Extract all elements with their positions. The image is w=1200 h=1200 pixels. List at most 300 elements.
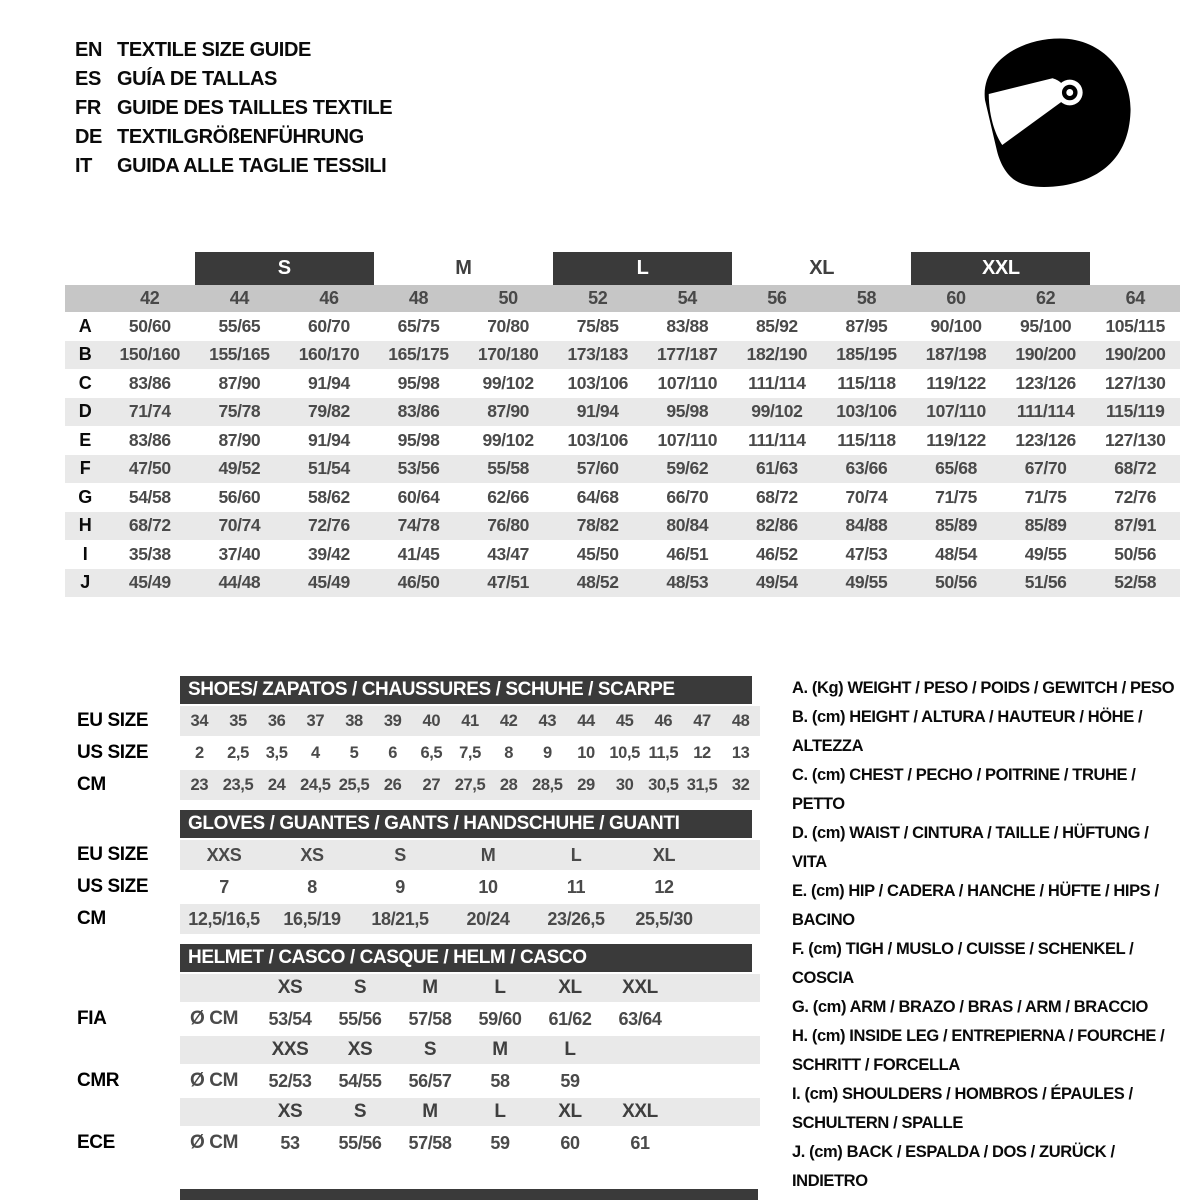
value-cell: 12 xyxy=(654,876,674,897)
size-cell: 182/190 xyxy=(746,344,808,365)
size-cell: 71/74 xyxy=(128,401,171,422)
value-cell: 26 xyxy=(383,775,402,794)
value-cell: XS xyxy=(300,844,324,865)
gloves-table xyxy=(65,840,780,934)
size-cell: 123/126 xyxy=(1015,372,1076,393)
size-cell: 49/52 xyxy=(218,458,261,479)
size-cell: 99/102 xyxy=(482,429,534,450)
size-cell: 83/86 xyxy=(128,429,171,450)
size-column-header: 56 xyxy=(767,288,787,308)
row-letter: E xyxy=(79,429,91,450)
measurement-rows xyxy=(65,312,1180,597)
size-cell: 55/65 xyxy=(218,315,261,336)
row-letter: D xyxy=(78,401,92,422)
helmet-size-header-row xyxy=(65,1098,780,1126)
helmet-size-header: L xyxy=(564,1039,576,1060)
size-cell: 49/55 xyxy=(845,572,888,593)
value-cell: 29 xyxy=(577,775,595,794)
size-column-header: 44 xyxy=(229,288,249,308)
row-letter: B xyxy=(78,344,92,365)
value-cell: 30,5 xyxy=(648,775,679,794)
helmet-value-row xyxy=(65,1004,780,1034)
helmet-size-band xyxy=(180,974,760,1002)
helmet-value-cell: 61 xyxy=(630,1132,650,1153)
helmet-size-header: S xyxy=(423,1039,437,1060)
language-row xyxy=(75,94,392,123)
helmet-value-cell: 57/58 xyxy=(408,1132,452,1153)
size-cell: 56/60 xyxy=(218,486,261,507)
size-cell: 107/110 xyxy=(657,429,718,450)
value-cell: 20/24 xyxy=(466,908,510,929)
size-cell: 91/94 xyxy=(576,401,619,422)
value-cell: 38 xyxy=(345,711,363,730)
value-cell: 11 xyxy=(566,876,586,897)
value-cell: 12,5/16,5 xyxy=(188,908,260,929)
row-label-spacer xyxy=(65,1098,180,1126)
helmet-size-header: XS xyxy=(347,1039,373,1060)
size-cell: 60/64 xyxy=(397,486,440,507)
size-cell: 72/76 xyxy=(308,515,350,536)
size-cell: 62/66 xyxy=(487,486,530,507)
helmet-section-title: HELMET / CASCO / CASQUE / HELM / CASCO xyxy=(180,944,752,972)
language-row xyxy=(75,152,392,181)
table-row xyxy=(65,398,1180,427)
size-column-header: 52 xyxy=(588,288,608,308)
row-label: CM xyxy=(77,908,106,929)
size-cell: 49/54 xyxy=(755,572,798,593)
size-cell: 45/50 xyxy=(576,543,619,564)
value-cell: 9 xyxy=(395,876,405,897)
size-cell: 78/82 xyxy=(576,515,619,536)
size-number-header-row xyxy=(65,285,1180,312)
value-cell: 37 xyxy=(306,711,325,730)
size-cell: 99/102 xyxy=(751,401,803,422)
size-cell: 54/58 xyxy=(128,486,171,507)
row-label: EU SIZE xyxy=(77,844,149,865)
size-column-header: 60 xyxy=(946,288,966,308)
size-cell: 84/88 xyxy=(845,515,888,536)
size-cell: 95/98 xyxy=(666,401,709,422)
value-band xyxy=(180,840,760,870)
helmet-standard-label: ECE xyxy=(77,1132,115,1153)
value-cell: 5 xyxy=(349,743,359,762)
size-cell: 67/70 xyxy=(1024,458,1067,479)
language-row xyxy=(75,65,392,94)
helmet-value-band xyxy=(180,1004,760,1034)
shoes-section-title: SHOES/ ZAPATOS / CHAUSSURES / SCHUHE / SCARPE xyxy=(180,676,752,704)
size-cell: 123/126 xyxy=(1015,429,1076,450)
size-cell: 45/49 xyxy=(308,572,350,593)
size-cell: 107/110 xyxy=(926,401,986,422)
size-cell: 70/74 xyxy=(218,515,261,536)
value-cell: 6 xyxy=(388,743,398,762)
legend-item: H. (cm) INSIDE LEG / ENTREPIERNA / FOURCHE / SCHRITT / FORCELLA xyxy=(792,1027,1165,1074)
measurement-legend xyxy=(792,674,1184,1196)
helmet-value-cell: 55/56 xyxy=(338,1008,382,1029)
size-cell: 74/78 xyxy=(397,515,440,536)
size-column-header: 62 xyxy=(1036,288,1056,308)
size-cell: 83/86 xyxy=(128,372,171,393)
value-cell: 31,5 xyxy=(686,775,718,794)
helmet-value-cell: 52/53 xyxy=(268,1070,312,1091)
size-cell: 87/90 xyxy=(218,372,261,393)
size-cell: 58/62 xyxy=(308,486,350,507)
size-cell: 99/102 xyxy=(482,372,534,393)
value-cell: 7,5 xyxy=(459,743,481,762)
value-band xyxy=(180,872,760,902)
value-cell: 23 xyxy=(190,775,209,794)
size-cell: 95/98 xyxy=(397,429,440,450)
size-cell: 51/56 xyxy=(1024,572,1067,593)
size-column-header: 50 xyxy=(498,288,518,308)
value-cell: 12 xyxy=(693,743,711,762)
helmet-size-header: XXS xyxy=(271,1039,309,1060)
language-title-list xyxy=(75,36,392,181)
size-cell: 170/180 xyxy=(477,344,539,365)
helmet-size-header: XS xyxy=(277,977,303,998)
helmet-value-row xyxy=(65,1128,780,1158)
list-item xyxy=(65,706,780,736)
size-cell: 87/95 xyxy=(845,315,888,336)
row-label: US SIZE xyxy=(77,876,149,897)
size-cell: 85/92 xyxy=(755,315,798,336)
racing-helmet-icon xyxy=(965,25,1155,205)
language-title: TEXTILE SIZE GUIDE xyxy=(117,39,311,61)
size-group-header-row xyxy=(65,252,1180,285)
language-title: TEXTILGRÖßENFÜHRUNG xyxy=(117,126,364,148)
size-cell: 76/80 xyxy=(487,515,530,536)
size-cell: 57/60 xyxy=(576,458,619,479)
helmet-value-row xyxy=(65,1066,780,1096)
legend-item: C. (cm) CHEST / PECHO / POITRINE / TRUHE / PETTO xyxy=(792,766,1136,813)
table-row xyxy=(65,369,1180,398)
size-cell: 105/115 xyxy=(1105,315,1165,336)
helmet-size-header: L xyxy=(494,1101,506,1122)
value-cell: 30 xyxy=(615,775,634,794)
size-cell: 50/60 xyxy=(128,315,171,336)
legend-item: J. (cm) BACK / ESPALDA / DOS / ZURÜCK / INDIETRO xyxy=(792,1143,1115,1190)
helmet-value-cell: 56/57 xyxy=(408,1070,452,1091)
size-cell: 150/160 xyxy=(119,344,181,365)
size-cell: 47/53 xyxy=(845,543,888,564)
size-cell: 50/56 xyxy=(1114,543,1157,564)
size-cell: 177/187 xyxy=(657,344,718,365)
helmet-value-band xyxy=(180,1066,760,1096)
list-item xyxy=(65,840,780,870)
value-cell: 16,5/19 xyxy=(283,908,341,929)
size-cell: 165/175 xyxy=(388,344,449,365)
value-cell: 8 xyxy=(504,743,514,762)
table-row xyxy=(65,512,1180,541)
legend-item: F. (cm) TIGH / MUSLO / CUISSE / SCHENKEL / COSCIA xyxy=(792,940,1134,987)
size-cell: 160/170 xyxy=(298,344,360,365)
size-cell: 95/98 xyxy=(397,372,440,393)
size-cell: 127/130 xyxy=(1104,372,1166,393)
helmet-value-cell: 63/64 xyxy=(618,1008,662,1029)
size-cell: 46/52 xyxy=(755,543,798,564)
helmet-size-header: XL xyxy=(558,977,582,998)
size-cell: 68/72 xyxy=(128,515,171,536)
helmet-size-header-row xyxy=(65,1036,780,1064)
size-cell: 52/58 xyxy=(1114,572,1157,593)
value-cell: 36 xyxy=(267,711,286,730)
value-cell: 7 xyxy=(219,876,229,897)
value-cell: 39 xyxy=(383,711,402,730)
value-cell: 28,5 xyxy=(532,775,563,794)
size-cell: 103/106 xyxy=(836,401,897,422)
size-cell: 80/84 xyxy=(666,515,709,536)
helmet-size-header: M xyxy=(492,1039,508,1060)
legend-item: E. (cm) HIP / CADERA / HANCHE / HÜFTE / HIPS / BACINO xyxy=(792,882,1159,929)
legend-item: B. (cm) HEIGHT / ALTURA / HAUTEUR / HÖHE / ALTEZZA xyxy=(792,708,1143,755)
size-cell: 59/62 xyxy=(666,458,709,479)
gloves-section-title: GLOVES / GUANTES / GANTS / HANDSCHUHE / GUANTI xyxy=(180,810,752,838)
size-cell: 63/66 xyxy=(845,458,888,479)
value-cell: 46 xyxy=(654,711,673,730)
size-cell: 41/45 xyxy=(397,543,440,564)
size-cell: 51/54 xyxy=(308,458,350,479)
size-cell: 115/119 xyxy=(1105,401,1165,422)
size-cell: 47/51 xyxy=(487,572,530,593)
shoes-table xyxy=(65,706,780,800)
helmet-value-cell: 59 xyxy=(560,1070,580,1091)
size-cell: 75/85 xyxy=(576,315,619,336)
language-code: FR xyxy=(75,97,101,119)
size-cell: 61/63 xyxy=(755,458,798,479)
value-cell: 23,5 xyxy=(222,775,254,794)
table-row xyxy=(65,341,1180,370)
size-cell: 50/56 xyxy=(935,572,977,593)
value-cell: 41 xyxy=(461,711,479,730)
language-code: EN xyxy=(75,39,102,61)
table-row xyxy=(65,455,1180,484)
helmet-value-cell: 59 xyxy=(490,1132,510,1153)
helmet-size-header: XXL xyxy=(622,1101,658,1122)
value-cell: 2 xyxy=(194,743,204,762)
row-letter: C xyxy=(78,372,92,393)
value-cell: 9 xyxy=(542,743,552,762)
helmet-unit-label: Ø CM xyxy=(190,1070,239,1091)
helmet-value-cell: 53 xyxy=(280,1132,300,1153)
value-cell: 35 xyxy=(229,711,247,730)
value-cell: 48 xyxy=(731,711,750,730)
row-letter: J xyxy=(80,572,90,593)
helmet-value-cell: 59/60 xyxy=(478,1008,522,1029)
size-cell: 87/91 xyxy=(1114,515,1157,536)
language-code: ES xyxy=(75,68,101,90)
size-cell: 115/118 xyxy=(837,429,896,450)
size-cell: 107/110 xyxy=(657,372,718,393)
value-cell: 18/21,5 xyxy=(371,908,429,929)
size-group-label: XXL xyxy=(911,252,1090,285)
size-cell: 90/100 xyxy=(930,315,982,336)
language-code: DE xyxy=(75,126,102,148)
helmet-value-cell: 58 xyxy=(490,1070,510,1091)
size-cell: 71/75 xyxy=(935,486,977,507)
size-cell: 48/54 xyxy=(935,543,977,564)
size-cell: 119/122 xyxy=(926,429,986,450)
accessory-size-sections xyxy=(65,676,780,1158)
size-cell: 45/49 xyxy=(128,572,171,593)
size-cell: 64/68 xyxy=(576,486,619,507)
legend-item: G. (cm) ARM / BRAZO / BRAS / ARM / BRACCIO xyxy=(792,998,1148,1016)
value-band xyxy=(180,738,760,768)
value-cell: 34 xyxy=(190,711,209,730)
size-cell: 53/56 xyxy=(397,458,440,479)
list-item xyxy=(65,872,780,902)
language-code: IT xyxy=(75,155,92,177)
size-cell: 103/106 xyxy=(567,429,628,450)
helmet-value-cell: 53/54 xyxy=(268,1008,312,1029)
row-letter: F xyxy=(79,458,91,479)
list-item xyxy=(65,904,780,934)
size-cell: 83/86 xyxy=(397,401,440,422)
value-cell: 8 xyxy=(307,876,317,897)
size-cell: 95/100 xyxy=(1020,315,1072,336)
size-cell: 55/58 xyxy=(487,458,530,479)
size-cell: 72/76 xyxy=(1114,486,1157,507)
value-cell: 43 xyxy=(538,711,557,730)
size-cell: 71/75 xyxy=(1024,486,1067,507)
value-cell: 24 xyxy=(267,775,286,794)
helmet-value-cell: 54/55 xyxy=(338,1070,382,1091)
size-cell: 127/130 xyxy=(1104,429,1166,450)
value-cell: 23/26,5 xyxy=(547,908,605,929)
value-cell: 10 xyxy=(577,743,595,762)
size-cell: 65/75 xyxy=(397,315,440,336)
row-label-spacer xyxy=(65,974,180,1002)
list-item xyxy=(65,770,780,800)
value-cell: 42 xyxy=(499,711,518,730)
value-cell: XXS xyxy=(206,844,242,865)
helmet-value-cell: 57/58 xyxy=(408,1008,452,1029)
size-cell: 83/88 xyxy=(666,315,709,336)
value-cell: L xyxy=(570,844,582,865)
value-cell: 6,5 xyxy=(420,743,443,762)
size-cell: 85/89 xyxy=(1024,515,1067,536)
size-group-label: L xyxy=(553,252,732,285)
helmet-size-header: L xyxy=(494,977,506,998)
helmet-size-header: M xyxy=(422,1101,438,1122)
value-cell: 45 xyxy=(615,711,634,730)
language-title: GUIDE DES TAILLES TEXTILE xyxy=(117,97,393,119)
size-group-label: S xyxy=(195,252,374,285)
size-column-header: 54 xyxy=(677,288,697,308)
helmet-size-header: S xyxy=(353,1101,367,1122)
list-item xyxy=(65,738,780,768)
row-letter: H xyxy=(78,515,92,536)
helmet-size-band xyxy=(180,1036,760,1064)
size-cell: 65/68 xyxy=(935,458,977,479)
value-cell: 44 xyxy=(577,711,595,730)
size-cell: 155/165 xyxy=(209,344,270,365)
size-column-header: 42 xyxy=(140,288,160,308)
row-label-spacer xyxy=(65,1036,180,1064)
size-cell: 85/89 xyxy=(935,515,977,536)
language-title: GUIDA ALLE TAGLIE TESSILI xyxy=(117,155,387,177)
apparel-size-table xyxy=(65,252,1180,597)
value-band xyxy=(180,770,760,800)
helmet-size-header: XS xyxy=(277,1101,303,1122)
value-cell: 27,5 xyxy=(454,775,486,794)
size-column-header: 48 xyxy=(408,288,429,308)
size-cell: 47/50 xyxy=(128,458,171,479)
size-cell: 48/52 xyxy=(576,572,619,593)
helmet-value-cell: 61/62 xyxy=(548,1008,592,1029)
size-group-label: M xyxy=(455,257,472,279)
table-row xyxy=(65,312,1180,341)
row-label: EU SIZE xyxy=(77,710,149,731)
size-cell: 37/40 xyxy=(218,543,261,564)
helmet-size-header: S xyxy=(353,977,367,998)
helmet-table xyxy=(65,974,780,1158)
helmet-unit-label: Ø CM xyxy=(190,1132,239,1153)
size-cell: 43/47 xyxy=(487,543,530,564)
row-letter: G xyxy=(78,486,92,507)
value-cell: S xyxy=(394,844,406,865)
size-cell: 60/70 xyxy=(308,315,350,336)
value-band xyxy=(180,706,760,736)
size-cell: 79/82 xyxy=(308,401,350,422)
legend-item: I. (cm) SHOULDERS / HOMBROS / ÉPAULES / SCHULTERN / SPALLE xyxy=(792,1085,1133,1132)
helmet-value-cell: 55/56 xyxy=(338,1132,382,1153)
table-row xyxy=(65,483,1180,512)
table-row xyxy=(65,569,1180,598)
size-cell: 46/50 xyxy=(397,572,440,593)
helmet-size-header: XXL xyxy=(622,977,658,998)
value-cell: 25,5 xyxy=(338,775,370,794)
helmet-value-band xyxy=(180,1128,760,1158)
value-cell: 25,5/30 xyxy=(635,908,693,929)
value-cell: 4 xyxy=(310,743,320,762)
table-row xyxy=(65,426,1180,455)
helmet-size-header: XL xyxy=(558,1101,582,1122)
value-band xyxy=(180,904,760,934)
size-cell: 91/94 xyxy=(308,429,350,450)
helmet-size-header: M xyxy=(422,977,438,998)
helmet-value-cell: 60 xyxy=(560,1132,580,1153)
row-label: US SIZE xyxy=(77,742,149,763)
size-cell: 87/90 xyxy=(487,401,530,422)
table-row xyxy=(65,540,1180,569)
size-cell: 46/51 xyxy=(666,543,709,564)
helmet-unit-label: Ø CM xyxy=(190,1008,239,1029)
size-cell: 70/80 xyxy=(487,315,530,336)
value-cell: 32 xyxy=(731,775,750,794)
size-cell: 91/94 xyxy=(308,372,350,393)
value-cell: 11,5 xyxy=(648,743,679,762)
value-cell: 28 xyxy=(499,775,518,794)
value-cell: 10 xyxy=(478,876,498,897)
size-cell: 87/90 xyxy=(218,429,261,450)
size-cell: 190/200 xyxy=(1104,344,1166,365)
value-cell: 47 xyxy=(693,711,711,730)
helmet-standard-label: FIA xyxy=(77,1008,107,1029)
size-cell: 39/42 xyxy=(308,543,350,564)
value-cell: 40 xyxy=(422,711,441,730)
size-cell: 185/195 xyxy=(836,344,897,365)
size-cell: 190/200 xyxy=(1015,344,1076,365)
value-cell: XL xyxy=(652,844,676,865)
helmet-size-band xyxy=(180,1098,760,1126)
size-cell: 187/198 xyxy=(925,344,987,365)
value-cell: 24,5 xyxy=(300,775,331,794)
value-cell: M xyxy=(480,844,496,865)
row-letter: I xyxy=(82,543,88,564)
size-cell: 49/55 xyxy=(1024,543,1067,564)
size-cell: 119/122 xyxy=(926,372,986,393)
size-cell: 66/70 xyxy=(666,486,709,507)
